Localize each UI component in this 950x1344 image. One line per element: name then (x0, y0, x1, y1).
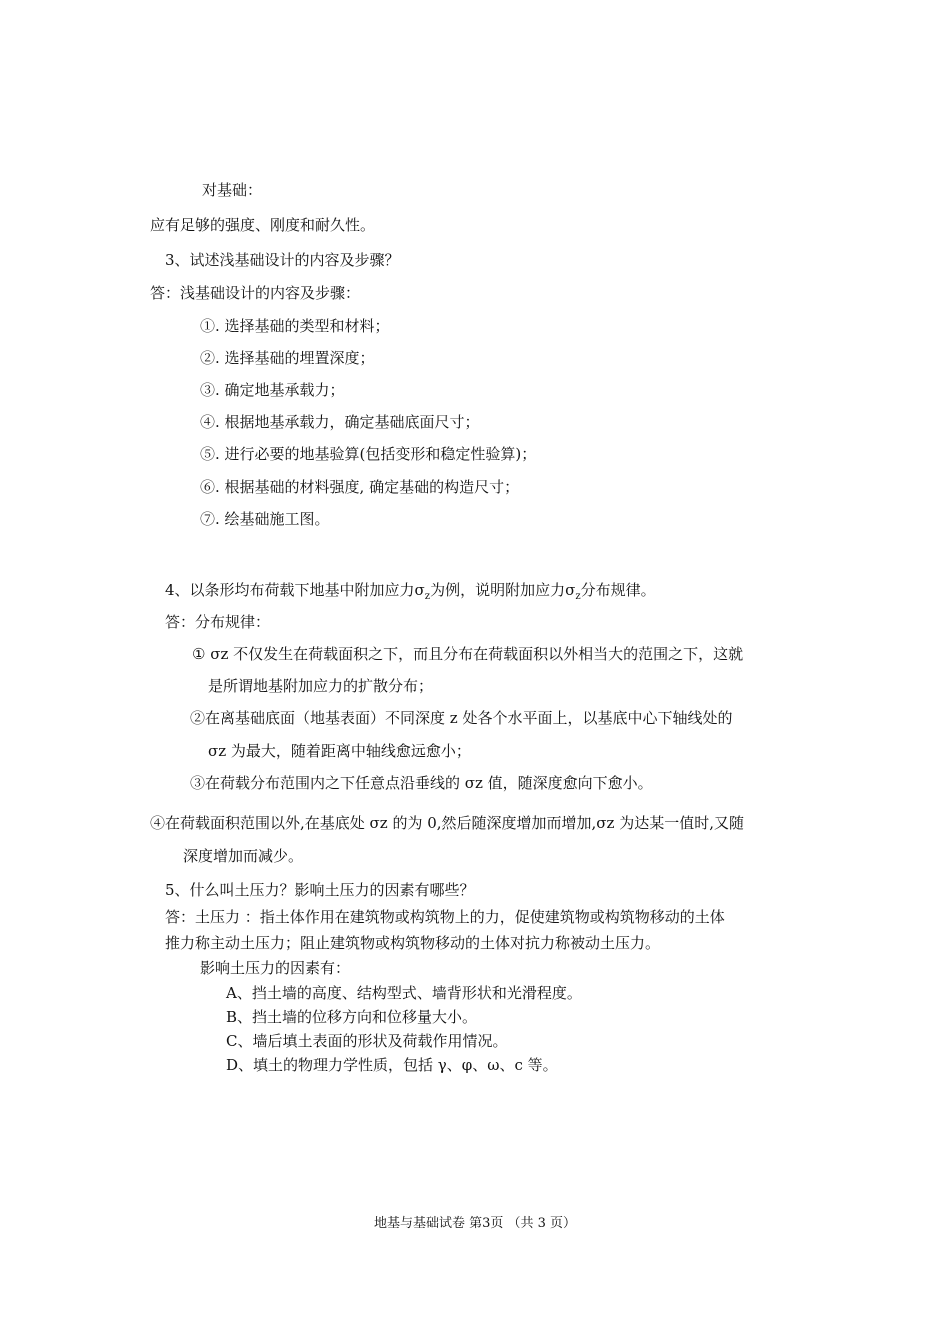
step-5: ⑤. 进行必要的地基验算(包括变形和稳定性验算)； (200, 445, 537, 463)
factor-d: D、填土的物理力学性质，包括 γ、φ、ω、c 等。 (226, 1056, 558, 1074)
step-4: ④. 根据地基承载力，确定基础底面尺寸； (200, 413, 480, 431)
step-1: ①. 选择基础的类型和材料； (200, 317, 390, 335)
factor-a: A、挡土墙的高度、结构型式、墙背形状和光滑程度。 (226, 984, 582, 1002)
question-5: 5、什么叫土压力？影响土压力的因素有哪些？ (165, 881, 475, 899)
step-3: ③. 确定地基承载力； (200, 381, 345, 399)
question-4-part: 4、以条形均布荷载下地基中附加应力σ (165, 581, 425, 599)
factors-heading: 影响土压力的因素有： (200, 959, 351, 977)
step-7: ⑦. 绘基础施工图。 (200, 510, 330, 528)
step-2: ②. 选择基础的埋置深度； (200, 349, 375, 367)
subscript: z (424, 591, 431, 602)
rule-2-cont: σz 为最大，随着距离中轴线愈远愈小； (208, 742, 471, 760)
text-line: 对基础： (202, 181, 263, 199)
answer-3: 答：浅基础设计的内容及步骤： (150, 284, 361, 302)
factor-b: B、挡土墙的位移方向和位移量大小。 (226, 1008, 478, 1026)
answer-5-cont: 推力称主动土压力；阻止建筑物或构筑物移动的土体对抗力称被动土压力。 (165, 934, 661, 952)
rule-3: ③在荷载分布范围内之下任意点沿垂线的 σz 值，随深度愈向下愈小。 (190, 774, 653, 792)
rule-2: ②在离基础底面（地基表面）不同深度 z 处各个水平面上，以基底中心下轴线处的 (190, 709, 733, 727)
question-4 (165, 580, 656, 607)
question-4-part: 分布规律。 (580, 581, 656, 599)
answer-5: 答：土压力 ：指土体作用在建筑物或构筑物上的力，促使建筑物或构筑物移动的土体 (165, 908, 725, 926)
factor-c: C、墙后填土表面的形状及荷载作用情况。 (226, 1032, 508, 1050)
step-6: ⑥. 根据基础的材料强度, 确定基础的构造尺寸； (200, 478, 520, 496)
rule-1: ① σz 不仅发生在荷载面积之下，而且分布在荷载面积以外相当大的范围之下，这就 (192, 645, 744, 663)
rule-1-cont: 是所谓地基附加应力的扩散分布； (208, 677, 434, 695)
rule-4-cont: 深度增加而减少。 (183, 847, 304, 865)
rule-4: ④在荷载面积范围以外,在基底处 σz 的为 0,然后随深度增加而增加,σz 为达某一值时,又随 (150, 814, 744, 832)
question-4-part: 为例，说明附加应力σ (430, 581, 576, 599)
page-footer: 地基与基础试卷 第3页 （共 3 页） (373, 1216, 577, 1231)
answer-4: 答：分布规律： (165, 613, 271, 631)
text-line: 应有足够的强度、刚度和耐久性。 (150, 216, 376, 234)
subscript: z (575, 591, 581, 602)
question-3: 3、试述浅基础设计的内容及步骤？ (165, 251, 400, 269)
